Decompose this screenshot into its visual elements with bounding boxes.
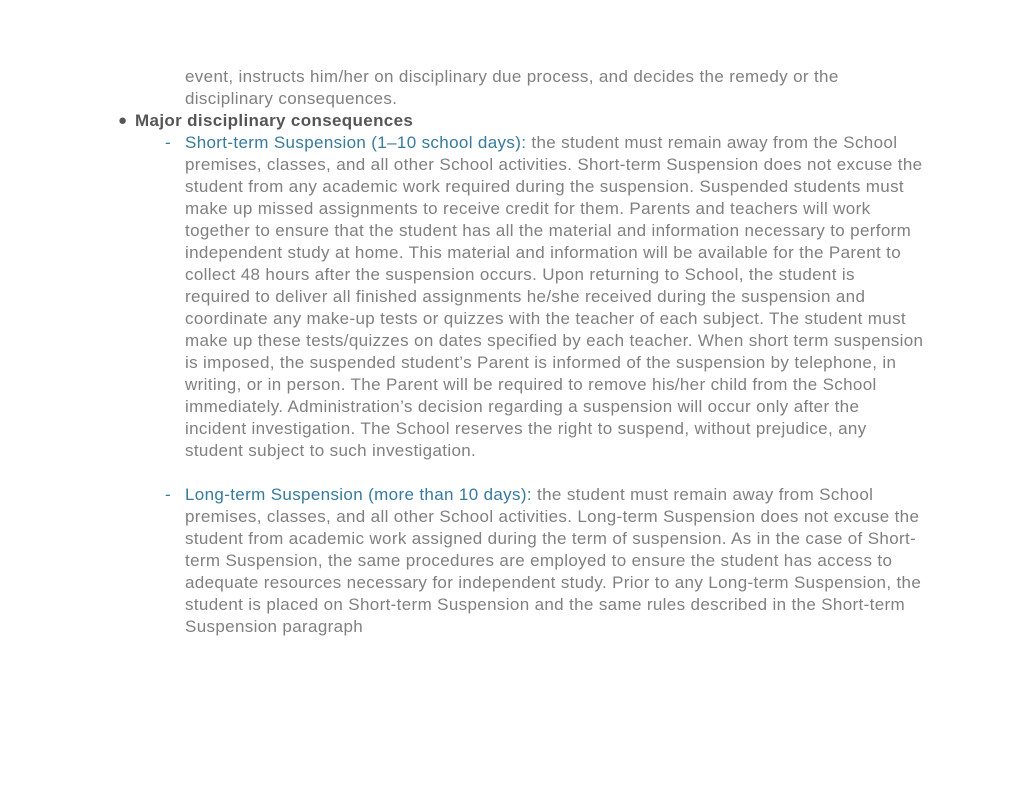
intro-paragraph: event, instructs him/her on disciplinary due process, and decides the remedy or the disciplinary consequences.	[185, 67, 839, 108]
list-item-long-term-suspension	[165, 484, 925, 638]
bullet-marker-icon: ●	[118, 112, 128, 129]
bullet-item-major-consequences	[118, 110, 928, 132]
short-term-suspension-lead: Short-term Suspension (1–10 school days):	[185, 133, 527, 152]
short-term-suspension-paragraph	[185, 132, 925, 462]
dash-marker-icon: -	[165, 485, 172, 504]
short-term-suspension-body: the student must remain away from the School premises, classes, and all other School activities. Short-term Suspension does not excuse the student from any academic work required during the suspension. Suspended students must make up missed assignments to receive credit for them. Parents and teachers will work together to ensure that the student has all the material and information necessary to perform independent study at home. This material and information will be available for the Parent to collect 48 hours after the suspension occurs. Upon returning to School, the student is required to deliver all finished assignments he/she received during the suspension and coordinate any make-up tests or quizzes with the teacher of each subject. The student must make up these tests/quizzes on dates specified by each teacher. When short term suspension is imposed, the suspended student’s Parent is informed of the suspension by telephone, in writing, or in person. The Parent will be required to remove his/her child from the School immediately. Administration’s decision regarding a suspension will occur only after the incident investigation. The School reserves the right to suspend, without prejudice, any student subject to such investigation.	[185, 133, 924, 460]
long-term-suspension-paragraph	[185, 484, 925, 638]
bullet-heading: Major disciplinary consequences	[135, 111, 414, 130]
dash-marker-icon: -	[165, 133, 172, 152]
list-item-short-term-suspension	[165, 132, 925, 462]
long-term-suspension-body: the student must remain away from School premises, classes, and all other School activities. Long-term Suspension does not excuse the student from academic work assigned during the term of suspension. As in the case of Short-term Suspension, the same procedures are employed to ensure the student has access to adequate resources necessary for independent study. Prior to any Long-term Suspension, the student is placed on Short-term Suspension and the same rules described in the Short-term Suspension paragraph	[185, 485, 922, 636]
long-term-suspension-lead: Long-term Suspension (more than 10 days):	[185, 485, 532, 504]
